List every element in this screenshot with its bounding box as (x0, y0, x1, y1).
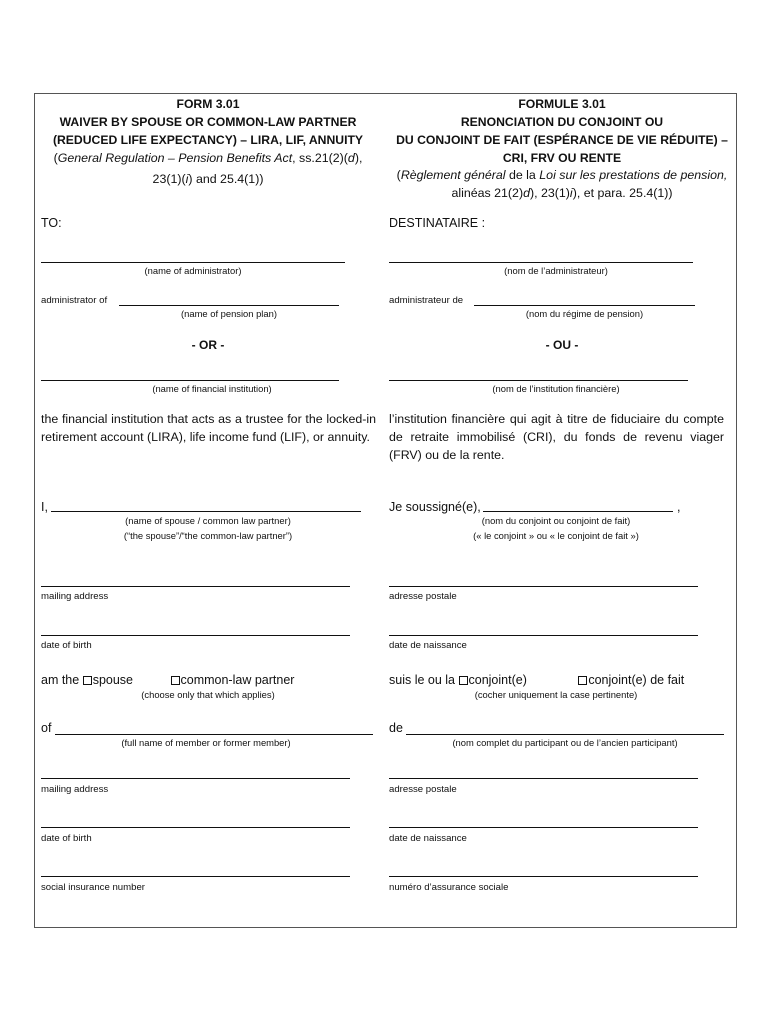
of-label: of (41, 721, 52, 735)
administrator-of-label-fr: administrateur de (389, 295, 464, 306)
administrator-of-label: administrator of (41, 295, 108, 306)
member-date-of-birth-field-fr[interactable] (389, 827, 698, 828)
financial-institution-caption-fr: (nom de l’institution financière) (492, 383, 620, 394)
administrator-name-caption-fr: (nom de l’administrateur) (504, 265, 608, 276)
spouse-caption-fr-1: (nom du conjoint ou conjoint de fait) (481, 515, 631, 526)
pension-plan-caption: (name of pension plan) (181, 308, 277, 319)
spouse-mailing-address-field-fr[interactable] (389, 586, 698, 587)
member-date-of-birth-label: date of birth (41, 833, 92, 844)
form-title-fr-line-3: CRI, FRV OU RENTE (502, 151, 622, 165)
form-title-fr-line-1: RENONCIATION DU CONJOINT OU (460, 115, 664, 129)
choose-caption: (choose only that which applies) (141, 689, 275, 700)
member-name-field-fr[interactable] (406, 734, 724, 735)
administrator-name-caption: (name of administrator) (144, 265, 242, 276)
am-the-label: am the (41, 673, 80, 687)
member-date-of-birth-field[interactable] (41, 827, 350, 828)
spouse-date-of-birth-field-fr[interactable] (389, 635, 698, 636)
form-title-line-2: (REDUCED LIFE EXPECTANCY) – LIRA, LIF, ANNUITY (52, 133, 364, 147)
member-caption: (full name of member or former member) (121, 737, 291, 748)
social-insurance-number-label: social insurance number (41, 882, 145, 893)
suis-label: suis le ou la (389, 673, 456, 687)
spouse-caption-1: (name of spouse / common law partner) (125, 515, 291, 526)
spouse-option[interactable]: spouse (83, 671, 133, 689)
choose-caption-fr: (cocher uniquement la case pertinente) (474, 689, 638, 700)
common-law-checkbox[interactable] (171, 676, 180, 685)
regulation-citation-line-2: 23(1)(i) and 25.4(1)) (152, 172, 264, 186)
conjoint-de-fait-option[interactable]: conjoint(e) de fait (578, 671, 684, 689)
conjoint-option[interactable]: conjoint(e) (459, 671, 527, 689)
pension-plan-caption-fr: (nom du régime de pension) (525, 308, 644, 319)
social-insurance-number-field-fr[interactable] (389, 876, 698, 877)
spouse-name-field-fr[interactable] (483, 511, 673, 512)
je-soussigne-comma: , (677, 500, 681, 514)
pension-plan-name-field[interactable] (119, 305, 339, 306)
form-title-line-1: WAIVER BY SPOUSE OR COMMON-LAW PARTNER (59, 115, 357, 129)
form-number-fr: FORMULE 3.01 (518, 97, 606, 111)
financial-institution-field-fr[interactable] (389, 380, 688, 381)
spouse-mailing-address-label-fr: adresse postale (389, 591, 457, 602)
conjoint-de-fait-checkbox[interactable] (578, 676, 587, 685)
spouse-mailing-address-label: mailing address (41, 591, 109, 602)
member-mailing-address-label: mailing address (41, 784, 109, 795)
de-label: de (389, 721, 403, 735)
destinataire-label: DESTINATAIRE : (389, 216, 486, 230)
je-soussigne-label: Je soussigné(e), (389, 500, 481, 514)
spouse-name-field[interactable] (51, 511, 361, 512)
spouse-date-of-birth-label-fr: date de naissance (389, 640, 467, 651)
or-separator-fr: - OU - (545, 338, 579, 352)
member-caption-fr: (nom complet du participant ou de l’ancien participant) (452, 737, 678, 748)
regulation-citation-line-1: (General Regulation – Pension Benefits Act, ss.21(2)(d), (53, 151, 363, 165)
member-name-field[interactable] (55, 734, 373, 735)
or-separator: - OR - (191, 338, 225, 352)
trustee-paragraph-fr: l’institution financière qui agit à titre de fiduciaire du compte de retraite immobilisé (CRI), du fonds de revenu viager (FRV) ou de la rente. (389, 412, 724, 462)
pension-plan-name-field-fr[interactable] (474, 305, 695, 306)
spouse-date-of-birth-field[interactable] (41, 635, 350, 636)
form-title-fr-line-2: DU CONJOINT DE FAIT (ESPÉRANCE DE VIE RÉDUITE) – (396, 133, 728, 147)
form-frame (34, 93, 737, 928)
spouse-caption-2: (“the spouse”/“the common-law partner”) (123, 530, 293, 541)
conjoint-checkbox[interactable] (459, 676, 468, 685)
financial-institution-field[interactable] (41, 380, 339, 381)
regulation-citation-fr-line-2: alinéas 21(2)d), 23(1)i), et para. 25.4(1)) (451, 186, 673, 200)
administrator-name-field[interactable] (41, 262, 345, 263)
spouse-date-of-birth-label: date of birth (41, 640, 92, 651)
member-date-of-birth-label-fr: date de naissance (389, 833, 467, 844)
member-mailing-address-label-fr: adresse postale (389, 784, 457, 795)
i-label: I, (41, 500, 48, 514)
spouse-checkbox[interactable] (83, 676, 92, 685)
relationship-row-fr (389, 671, 684, 689)
member-mailing-address-field[interactable] (41, 778, 350, 779)
social-insurance-number-field[interactable] (41, 876, 350, 877)
spouse-mailing-address-field[interactable] (41, 586, 350, 587)
relationship-row (41, 671, 294, 689)
trustee-paragraph: the financial institution that acts as a trustee for the locked-in retirement account (LIRA), life income fund (LIF), or annuity. (41, 412, 376, 444)
regulation-citation-fr-line-1: (Règlement général de la Loi sur les prestations de pension, (396, 168, 728, 182)
social-insurance-number-label-fr: numéro d’assurance sociale (389, 882, 509, 893)
form-number: FORM 3.01 (176, 97, 240, 111)
member-mailing-address-field-fr[interactable] (389, 778, 698, 779)
spouse-caption-fr-2: (« le conjoint » ou « le conjoint de fait ») (473, 530, 639, 541)
financial-institution-caption: (name of financial institution) (152, 383, 272, 394)
common-law-option[interactable]: common-law partner (171, 671, 295, 689)
administrator-name-field-fr[interactable] (389, 262, 693, 263)
to-label: TO: (41, 216, 62, 230)
